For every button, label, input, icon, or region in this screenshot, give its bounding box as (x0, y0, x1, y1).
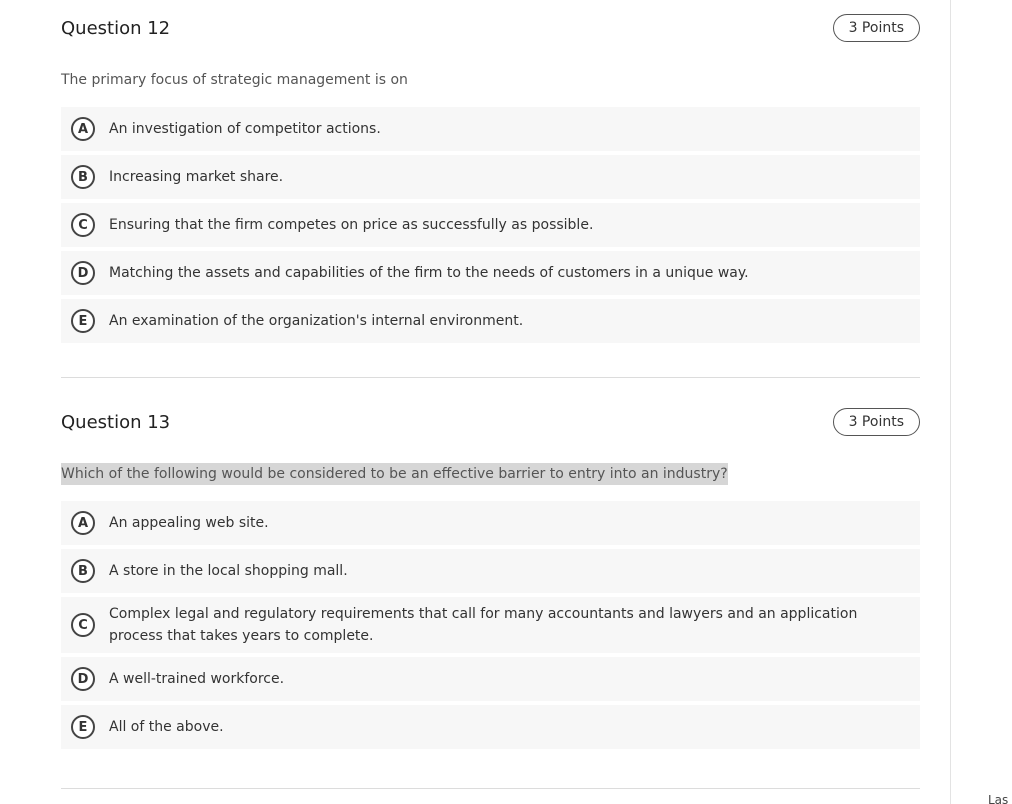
option-text: All of the above. (109, 719, 224, 735)
question-12 (61, 14, 920, 347)
option-letter-circle: C (71, 213, 95, 237)
side-panel-text: Las (988, 794, 1009, 804)
answer-option-b[interactable] (61, 549, 920, 593)
option-letter-circle: A (71, 117, 95, 141)
option-text: A store in the local shopping mall. (109, 563, 348, 579)
points-badge: 3 Points (833, 14, 920, 42)
answer-options (61, 107, 920, 343)
question-header (61, 408, 920, 440)
option-text: An appealing web site. (109, 515, 269, 531)
points-badge: 3 Points (833, 408, 920, 436)
option-letter-circle: E (71, 715, 95, 739)
answer-option-b[interactable] (61, 155, 920, 199)
option-text: Increasing market share. (109, 169, 284, 185)
answer-options (61, 501, 920, 749)
question-title: Question 13 (61, 412, 171, 433)
answer-option-d[interactable] (61, 251, 920, 295)
answer-option-e[interactable] (61, 299, 920, 343)
option-letter-circle: A (71, 511, 95, 535)
answer-option-c[interactable] (61, 203, 920, 247)
option-text: An examination of the organization's internal environment. (109, 313, 524, 329)
answer-option-c[interactable] (61, 597, 920, 653)
option-letter-circle: D (71, 261, 95, 285)
question-divider (61, 788, 920, 789)
option-letter-circle: B (71, 559, 95, 583)
option-text: An investigation of competitor actions. (109, 121, 381, 137)
answer-option-a[interactable] (61, 107, 920, 151)
answer-option-a[interactable] (61, 501, 920, 545)
question-divider (61, 377, 920, 378)
option-letter-circle: C (71, 613, 95, 637)
question-title: Question 12 (61, 18, 171, 39)
question-13 (61, 408, 920, 753)
question-prompt: Which of the following would be considered to be an effective barrier to entry into an industry? (61, 463, 728, 485)
option-text: A well-trained workforce. (109, 671, 285, 687)
option-text: Ensuring that the firm competes on price as successfully as possible. (109, 217, 594, 233)
option-letter-circle: E (71, 309, 95, 333)
question-header (61, 14, 920, 46)
option-text: Matching the assets and capabilities of the firm to the needs of customers in a unique way. (109, 265, 749, 281)
answer-option-e[interactable] (61, 705, 920, 749)
right-panel-border (950, 0, 951, 804)
option-letter-circle: B (71, 165, 95, 189)
option-text: Complex legal and regulatory requirements that call for many accountants and lawyers and an application process that takes years to complete. (109, 606, 858, 644)
question-prompt: The primary focus of strategic management is on (61, 72, 408, 88)
option-letter-circle: D (71, 667, 95, 691)
answer-option-d[interactable] (61, 657, 920, 701)
